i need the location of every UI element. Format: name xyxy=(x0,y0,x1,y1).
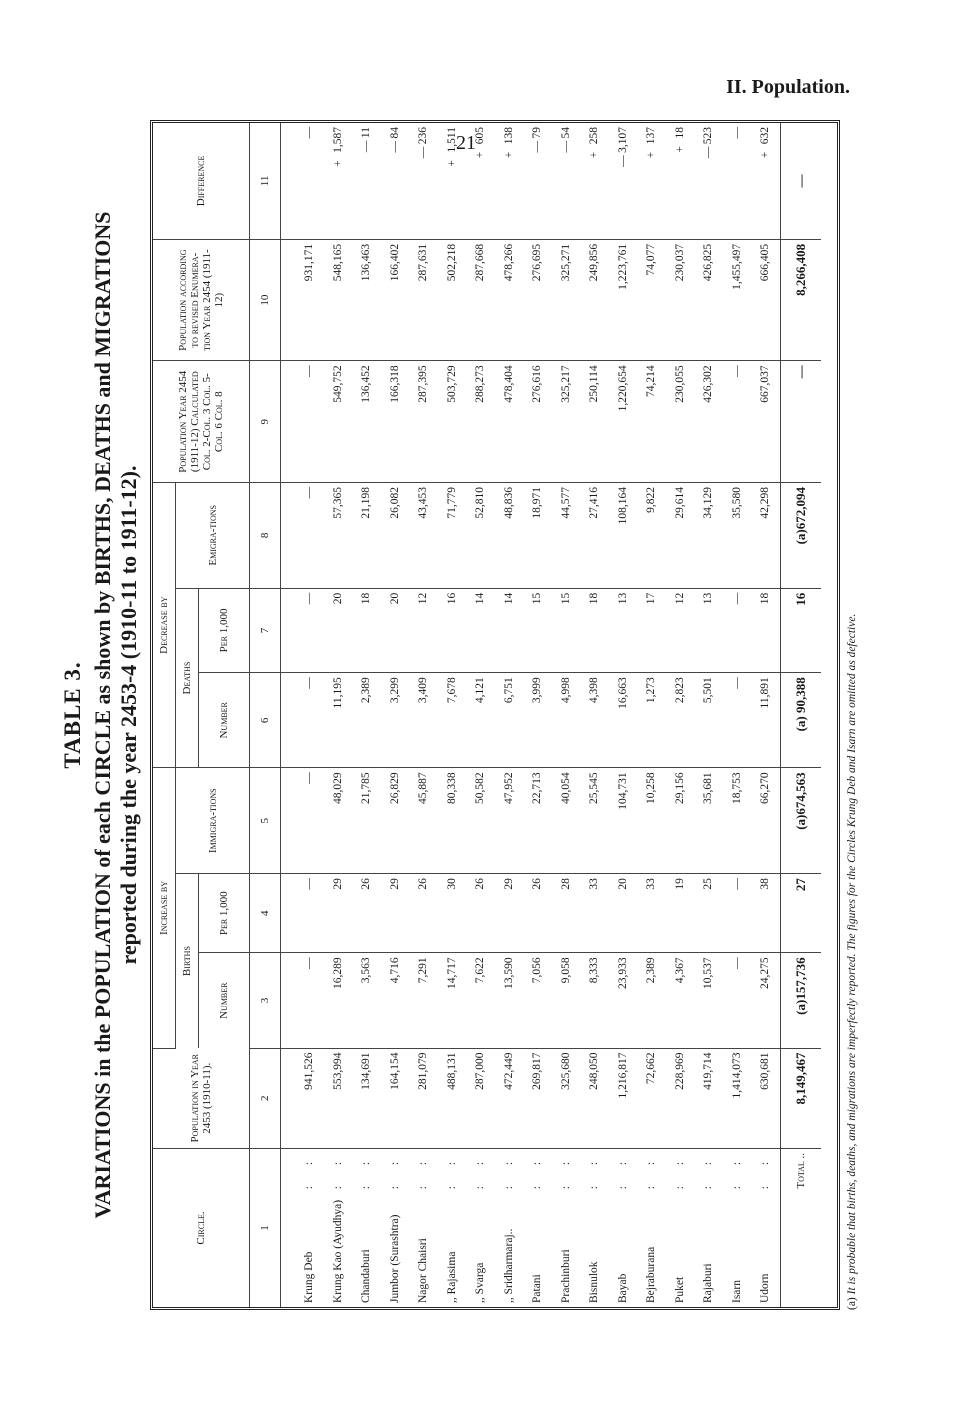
circle-name: : : ,, Rajasima xyxy=(445,1152,458,1303)
cell-revised: 931,171 xyxy=(281,239,324,361)
cell-dper: — xyxy=(723,588,752,673)
cell-revised: 1,223,761 xyxy=(609,239,638,361)
cell-calc: 288,273 xyxy=(466,361,495,483)
population-table xyxy=(150,120,840,1310)
cell-difference: +137 xyxy=(637,123,666,239)
table-row xyxy=(694,123,723,1307)
cell-immig: 66,270 xyxy=(751,768,780,874)
column-number: 5 xyxy=(250,768,281,874)
header-decrease-by: Decrease by xyxy=(153,482,176,767)
total-dper: 16 xyxy=(780,588,821,673)
total-deaths: (a) 90,388 xyxy=(780,673,821,768)
table-row xyxy=(609,123,638,1307)
cell-calc: 1,220,654 xyxy=(609,361,638,483)
cell-revised: 276,695 xyxy=(523,239,552,361)
difference-sign: + xyxy=(645,151,658,159)
cell-bper: 19 xyxy=(666,874,695,953)
cell-immig: 29,156 xyxy=(666,768,695,874)
cell-bper: 26 xyxy=(523,874,552,953)
difference-sign: + xyxy=(759,151,772,159)
cell-dper: 12 xyxy=(666,588,695,673)
cell-difference: —11 xyxy=(352,123,381,239)
cell-revised: 325,271 xyxy=(552,239,581,361)
cell-revised: 230,037 xyxy=(666,239,695,361)
cell-immig: 45,887 xyxy=(409,768,438,874)
cell-dper: 14 xyxy=(466,588,495,673)
page-number: 21 xyxy=(456,132,476,154)
table-row xyxy=(466,123,495,1307)
cell-revised: 478,266 xyxy=(495,239,524,361)
cell-pop: 281,079 xyxy=(409,1048,438,1148)
cell-pop: 1,414,073 xyxy=(723,1048,752,1148)
circle-name: : : Jumbor (Surashtra) xyxy=(388,1152,401,1303)
circle-name: : : Krung Kao (Ayudhya) xyxy=(331,1152,344,1303)
difference-sign: — xyxy=(417,146,430,159)
rotated-table-block xyxy=(60,105,870,1325)
cell-emig: 57,365 xyxy=(324,482,353,588)
cell-bper: 29 xyxy=(495,874,524,953)
table-row xyxy=(324,123,353,1307)
cell-bper: 26 xyxy=(352,874,381,953)
cell-immig: — xyxy=(281,768,324,874)
total-row xyxy=(780,123,821,1307)
column-number: 1 xyxy=(250,1148,281,1307)
header-population-2453: Population in Year 2453 (1910-11). xyxy=(153,1048,250,1148)
difference-sign: + xyxy=(445,159,458,167)
cell-difference: +138 xyxy=(495,123,524,239)
cell-deaths: 4,998 xyxy=(552,673,581,768)
cell-births: 7,056 xyxy=(523,953,552,1048)
table-row xyxy=(438,123,467,1307)
footnote-text: It is probable that births, deaths, and migrations are imperfectly reported. The figures for the Circles Krung Deb and Isarn are omitted as defective. xyxy=(846,613,858,1295)
cell-revised: 166,402 xyxy=(381,239,410,361)
column-number: 11 xyxy=(250,123,281,239)
cell-immig: 40,054 xyxy=(552,768,581,874)
cell-emig: 71,779 xyxy=(438,482,467,588)
difference-sign: — xyxy=(388,141,401,153)
circle-name: : : Isarn xyxy=(730,1152,743,1303)
cell-births: 16,289 xyxy=(324,953,353,1048)
cell-dper: 18 xyxy=(352,588,381,673)
cell-deaths: 4,121 xyxy=(466,673,495,768)
circle-name: : : Patani xyxy=(531,1152,544,1303)
footnote xyxy=(846,120,858,1310)
table-subtitle: VARIATIONS in the POPULATION of each CIRCLE as shown by BIRTHS, DEATHS and MIGRATIONS xyxy=(90,211,115,1219)
circle-name: : : Udorn xyxy=(759,1152,772,1303)
cell-emig: 42,298 xyxy=(751,482,780,588)
section-title: II. Population. xyxy=(726,76,850,98)
cell-births: 23,933 xyxy=(609,953,638,1048)
cell-births: 3,563 xyxy=(352,953,381,1048)
cell-deaths: 2,823 xyxy=(666,673,695,768)
cell-immig: 25,545 xyxy=(580,768,609,874)
cell-calc: 478,404 xyxy=(495,361,524,483)
column-number: 7 xyxy=(250,588,281,673)
difference-sign: — xyxy=(559,141,572,153)
cell-dper: 17 xyxy=(637,588,666,673)
cell-births: 7,622 xyxy=(466,953,495,1048)
column-number: 9 xyxy=(250,361,281,483)
table-subtitle-line2: reported during the year 2453-4 (1910-11 to 1911-12). xyxy=(116,465,141,965)
total-immig: (a)674,563 xyxy=(780,768,821,874)
cell-revised: 287,631 xyxy=(409,239,438,361)
cell-immig: 104,731 xyxy=(609,768,638,874)
difference-sign: — xyxy=(360,140,373,153)
cell-deaths: — xyxy=(281,673,324,768)
cell-emig: 35,580 xyxy=(723,482,752,588)
cell-deaths: 4,398 xyxy=(580,673,609,768)
cell-pop: 134,691 xyxy=(352,1048,381,1148)
cell-bper: 25 xyxy=(694,874,723,953)
cell-difference: —79 xyxy=(523,123,552,239)
cell-calc: 276,616 xyxy=(523,361,552,483)
header-population-calculated: Population Year 2454 (1911-12) Calculated Col. 2-Col. 3 Col. 5-Col. 6 Col. 8 xyxy=(153,361,250,483)
cell-pop: 1,216,817 xyxy=(609,1048,638,1148)
cell-revised: 287,668 xyxy=(466,239,495,361)
column-number: 6 xyxy=(250,673,281,768)
total-calc: — xyxy=(780,361,821,483)
cell-deaths: 16,663 xyxy=(609,673,638,768)
cell-dper: 20 xyxy=(324,588,353,673)
cell-bper: 33 xyxy=(580,874,609,953)
difference-sign: + xyxy=(588,151,601,159)
cell-difference: —523 xyxy=(694,123,723,239)
table-row xyxy=(523,123,552,1307)
header-deaths: Deaths xyxy=(176,588,199,768)
cell-difference: +632 xyxy=(751,123,780,239)
difference-sign: — xyxy=(616,155,629,167)
header-births-number: Number xyxy=(199,953,250,1048)
table-row xyxy=(580,123,609,1307)
circle-name: : : Bayab xyxy=(616,1152,629,1303)
circle-name: : : Bisnulok xyxy=(588,1152,601,1303)
cell-calc: 166,318 xyxy=(381,361,410,483)
cell-difference: +18 xyxy=(666,123,695,239)
footnote-mark: (a) xyxy=(846,1297,858,1310)
cell-bper: 26 xyxy=(466,874,495,953)
cell-calc: 503,729 xyxy=(438,361,467,483)
cell-births: — xyxy=(723,953,752,1048)
cell-difference: —54 xyxy=(552,123,581,239)
cell-pop: 228,969 xyxy=(666,1048,695,1148)
cell-bper: — xyxy=(281,874,324,953)
cell-births: 13,590 xyxy=(495,953,524,1048)
cell-calc: — xyxy=(281,361,324,483)
column-number: 2 xyxy=(250,1048,281,1148)
column-number: 10 xyxy=(250,239,281,361)
circle-name: : : Krung Deb xyxy=(303,1152,316,1303)
difference-sign: + xyxy=(673,146,686,153)
cell-deaths: — xyxy=(723,673,752,768)
cell-calc: 667,037 xyxy=(751,361,780,483)
cell-pop: 630,681 xyxy=(751,1048,780,1148)
cell-emig: 27,416 xyxy=(580,482,609,588)
table-row xyxy=(352,123,381,1307)
difference-sign: + xyxy=(502,151,515,159)
cell-calc: 287,395 xyxy=(409,361,438,483)
cell-emig: — xyxy=(281,482,324,588)
cell-calc: — xyxy=(723,361,752,483)
cell-deaths: 2,389 xyxy=(352,673,381,768)
cell-immig: 18,753 xyxy=(723,768,752,874)
circle-name: : : ,, Sridharmaraj.. xyxy=(502,1152,515,1303)
difference-sign: — xyxy=(531,141,544,153)
cell-pop: 553,994 xyxy=(324,1048,353,1148)
header-births-per-1000: Per 1,000 xyxy=(199,874,250,953)
cell-dper: 16 xyxy=(438,588,467,673)
cell-immig: 50,582 xyxy=(466,768,495,874)
cell-immig: 10,258 xyxy=(637,768,666,874)
circle-name: : : Bejraburana xyxy=(645,1152,658,1303)
cell-births: 24,275 xyxy=(751,953,780,1048)
column-number: 3 xyxy=(250,953,281,1048)
cell-dper: 13 xyxy=(609,588,638,673)
cell-dper: 15 xyxy=(523,588,552,673)
cell-pop: 72,662 xyxy=(637,1048,666,1148)
total-revised: 8,266,408 xyxy=(780,239,821,361)
difference-sign: + xyxy=(474,151,487,159)
cell-bper: 30 xyxy=(438,874,467,953)
cell-difference: +1,511 xyxy=(438,123,467,239)
cell-emig: 52,810 xyxy=(466,482,495,588)
cell-pop: 269,817 xyxy=(523,1048,552,1148)
table-row xyxy=(409,123,438,1307)
cell-dper: — xyxy=(281,588,324,673)
cell-calc: 325,217 xyxy=(552,361,581,483)
cell-emig: 18,971 xyxy=(523,482,552,588)
total-pop: 8,149,467 xyxy=(780,1048,821,1148)
header-emigrations: Emigra-tions xyxy=(176,482,250,588)
header-deaths-number: Number xyxy=(199,673,250,768)
cell-bper: 38 xyxy=(751,874,780,953)
cell-deaths: 5,501 xyxy=(694,673,723,768)
header-population-revised: Population according to revised Enumera-tion Year 2454 (1911-12) xyxy=(153,239,250,361)
cell-dper: 12 xyxy=(409,588,438,673)
cell-bper: 33 xyxy=(637,874,666,953)
cell-births: 10,537 xyxy=(694,953,723,1048)
cell-emig: 44,577 xyxy=(552,482,581,588)
cell-immig: 26,829 xyxy=(381,768,410,874)
cell-bper: 29 xyxy=(381,874,410,953)
cell-difference: — xyxy=(281,123,324,239)
cell-dper: 14 xyxy=(495,588,524,673)
header-circle: Circle. xyxy=(153,1148,250,1307)
cell-emig: 43,453 xyxy=(409,482,438,588)
cell-calc: 549,752 xyxy=(324,361,353,483)
cell-calc: 250,114 xyxy=(580,361,609,483)
cell-bper: 28 xyxy=(552,874,581,953)
cell-births: 7,291 xyxy=(409,953,438,1048)
cell-deaths: 3,409 xyxy=(409,673,438,768)
total-emig: (a)672,094 xyxy=(780,482,821,588)
cell-immig: 22,713 xyxy=(523,768,552,874)
cell-difference: +605 xyxy=(466,123,495,239)
cell-emig: 108,164 xyxy=(609,482,638,588)
cell-dper: 15 xyxy=(552,588,581,673)
cell-pop: 287,000 xyxy=(466,1048,495,1148)
total-bper: 27 xyxy=(780,874,821,953)
cell-pop: 941,526 xyxy=(281,1048,324,1148)
cell-difference: —236 xyxy=(409,123,438,239)
cell-births: 9,058 xyxy=(552,953,581,1048)
cell-births: 4,367 xyxy=(666,953,695,1048)
table-row xyxy=(552,123,581,1307)
cell-deaths: 11,195 xyxy=(324,673,353,768)
cell-deaths: 7,678 xyxy=(438,673,467,768)
column-number: 8 xyxy=(250,482,281,588)
table-row xyxy=(381,123,410,1307)
circle-name: : : Puket xyxy=(673,1152,686,1303)
cell-revised: 502,218 xyxy=(438,239,467,361)
table-row xyxy=(495,123,524,1307)
cell-dper: 13 xyxy=(694,588,723,673)
column-number: 4 xyxy=(250,874,281,953)
cell-bper: 26 xyxy=(409,874,438,953)
circle-name: : : Nagor Chaisri xyxy=(417,1152,430,1303)
table-title: TABLE 3. xyxy=(60,661,85,769)
cell-difference: +258 xyxy=(580,123,609,239)
circle-name: : : Chandaburi xyxy=(360,1152,373,1303)
cell-revised: 666,405 xyxy=(751,239,780,361)
cell-revised: 136,463 xyxy=(352,239,381,361)
cell-deaths: 11,891 xyxy=(751,673,780,768)
table-row xyxy=(723,123,752,1307)
cell-difference: —84 xyxy=(381,123,410,239)
cell-calc: 136,452 xyxy=(352,361,381,483)
cell-difference: —3,107 xyxy=(609,123,638,239)
difference-sign: — xyxy=(702,146,715,159)
header-difference: Difference xyxy=(153,123,250,239)
header-deaths-per-1000: Per 1,000 xyxy=(199,588,250,673)
total-births: (a)157,736 xyxy=(780,953,821,1048)
cell-births: 2,389 xyxy=(637,953,666,1048)
cell-difference: — xyxy=(723,123,752,239)
cell-pop: 419,714 xyxy=(694,1048,723,1148)
cell-revised: 74,077 xyxy=(637,239,666,361)
cell-births: 8,333 xyxy=(580,953,609,1048)
cell-pop: 325,680 xyxy=(552,1048,581,1148)
cell-immig: 35,681 xyxy=(694,768,723,874)
cell-pop: 472,449 xyxy=(495,1048,524,1148)
header-immigrations: Immigra-tions xyxy=(176,768,250,874)
header-births: Births xyxy=(176,874,199,1048)
cell-pop: 164,154 xyxy=(381,1048,410,1148)
cell-dper: 18 xyxy=(751,588,780,673)
cell-immig: 48,029 xyxy=(324,768,353,874)
cell-deaths: 6,751 xyxy=(495,673,524,768)
total-diff: — xyxy=(780,123,821,239)
cell-revised: 1,455,497 xyxy=(723,239,752,361)
cell-births: — xyxy=(281,953,324,1048)
cell-emig: 21,198 xyxy=(352,482,381,588)
cell-immig: 47,952 xyxy=(495,768,524,874)
cell-bper: 20 xyxy=(609,874,638,953)
cell-emig: 26,082 xyxy=(381,482,410,588)
cell-deaths: 3,999 xyxy=(523,673,552,768)
cell-births: 14,717 xyxy=(438,953,467,1048)
difference-sign: + xyxy=(331,160,344,167)
cell-emig: 48,836 xyxy=(495,482,524,588)
cell-emig: 29,614 xyxy=(666,482,695,588)
cell-revised: 548,165 xyxy=(324,239,353,361)
cell-births: 4,716 xyxy=(381,953,410,1048)
cell-calc: 230,055 xyxy=(666,361,695,483)
header-increase-by: Increase by xyxy=(153,768,176,1048)
cell-revised: 426,825 xyxy=(694,239,723,361)
cell-calc: 426,302 xyxy=(694,361,723,483)
cell-deaths: 3,299 xyxy=(381,673,410,768)
cell-immig: 80,338 xyxy=(438,768,467,874)
circle-name: : : Prachinburi xyxy=(559,1152,572,1303)
cell-dper: 20 xyxy=(381,588,410,673)
cell-difference: +1,587 xyxy=(324,123,353,239)
table-row xyxy=(281,123,324,1307)
total-label: Total .. xyxy=(780,1148,821,1307)
cell-revised: 249,856 xyxy=(580,239,609,361)
cell-pop: 488,131 xyxy=(438,1048,467,1148)
table-row xyxy=(637,123,666,1307)
circle-name: : : ,, Svarga xyxy=(474,1152,487,1303)
cell-pop: 248,050 xyxy=(580,1048,609,1148)
cell-emig: 34,129 xyxy=(694,482,723,588)
cell-dper: 18 xyxy=(580,588,609,673)
table-row xyxy=(751,123,780,1307)
table-row xyxy=(666,123,695,1307)
cell-deaths: 1,273 xyxy=(637,673,666,768)
cell-bper: 29 xyxy=(324,874,353,953)
circle-name: : : Rajaburi xyxy=(702,1152,715,1303)
cell-immig: 21,785 xyxy=(352,768,381,874)
cell-calc: 74,214 xyxy=(637,361,666,483)
cell-bper: — xyxy=(723,874,752,953)
cell-emig: 9,822 xyxy=(637,482,666,588)
